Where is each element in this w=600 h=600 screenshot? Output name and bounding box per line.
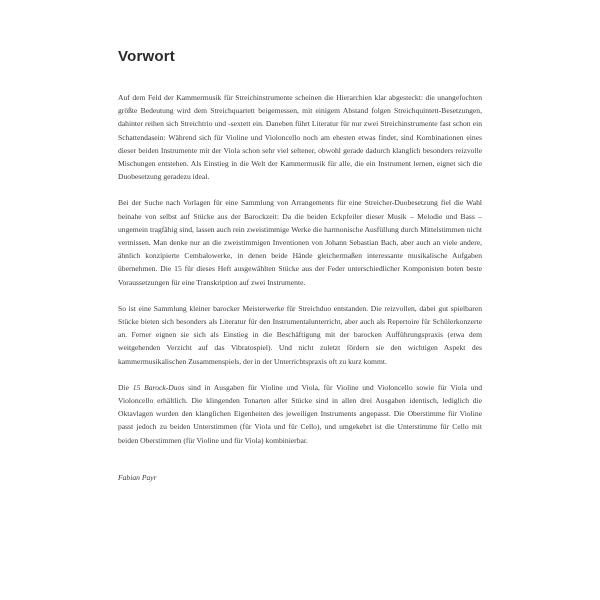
page-title: Vorwort (118, 48, 175, 65)
author-signature: Fabian Payr (118, 472, 157, 482)
paragraph-3: So ist eine Sammlung kleiner barocker Meisterwerke für Streichduo entstanden. Die reizvollen, dabei gut spielbaren Stücke bieten sich besonders als Literatur für den Instrumentalunterricht, aber auch als Repertoire für Schülerkonzerte an. Ferner eignen sie sich als Einstieg in die Beschäftigung mit der barocken Aufführungspraxis (etwa dem weitgehenden Verzicht auf das Vibratospiel). Und nicht zuletzt fördern sie den wichtigen Aspekt des kammermusikalischen Zusammenspiels, der in der Unterrichtspraxis oft zu kurz kommt. (118, 303, 482, 366)
paragraph-4-prefix: Die (118, 382, 133, 392)
paragraph-1: Auf dem Feld der Kammermusik für Streichinstrumente scheinen die Hierarchien klar abgesteckt: die unangefochten größte Bedeutung wird dem Streichquartett beigemessen, mit einigem Abstand folgen Streichquintett-Besetzungen, dahinter reihen sich Streichtrio und -sextett ein. Daneben führt Literatur für nur zwei Streichinstrumente fast schon ein Schattendasein: Während sich für Violine und Violoncello noch am ehesten etwas findet, sind Kombinationen eines dieser beiden Instrumente mit der Viola schon sehr viel seltener, obwohl gerade dadurch klanglich besonders reizvolle Mischungen entstehen. Als Einstieg in die Welt der Kammermusik für alle, die ein Instrument lernen, eignet sich die Duobesetzung geradezu ideal. (118, 93, 482, 182)
paragraph-4 (118, 381, 482, 447)
document-page (118, 48, 482, 482)
paragraph-4-text: sind in Ausgaben für Violine und Viola, für Violine und Violoncello sowie für Viola und Violoncello erhältlich. Die klingenden Tonarten aller Stücke sind in allen drei Ausgaben identisch, lediglich die Oktavlagen wurden den klanglichen Eigenheiten des jeweiligen Instruments angepasst. Die Oberstimme für Violine passt jedoch zu beiden Unterstimmen (für Viola und für Cello), und umgekehrt ist die Unterstimme für Cello mit beiden Oberstimmen (für Violine und für Viola) kombinierbar. (118, 382, 482, 445)
paragraph-2: Bei der Suche nach Vorlagen für eine Sammlung von Arrangements für eine Streicher-Duobesetzung fiel die Wahl beinahe von selbst auf Stücke aus der Barockzeit: Da die beiden Eckpfeiler dieser Musik – Melodie und Bass – ungemein tragfähig sind, lassen auch rein zweistimmige Werke die harmonische Ausfüllung durch Mittelstimmen nicht vermissen. Man denke nur an die zweistimmigen Inventionen von Johann Sebastian Bach, aber auch an viele andere, ähnlich konzipierte Cembalowerke, in denen beide Hände gleichermaßen interessante musikalische Aufgaben übernehmen. Die 15 für dieses Heft ausgewählten Stücke aus der Feder unterschiedlicher Komponisten boten beste Voraussetzungen für eine Transkription auf zwei Instrumente. (118, 198, 482, 287)
paragraph-4-emphasis: 15 Barock-Duos (132, 382, 185, 392)
